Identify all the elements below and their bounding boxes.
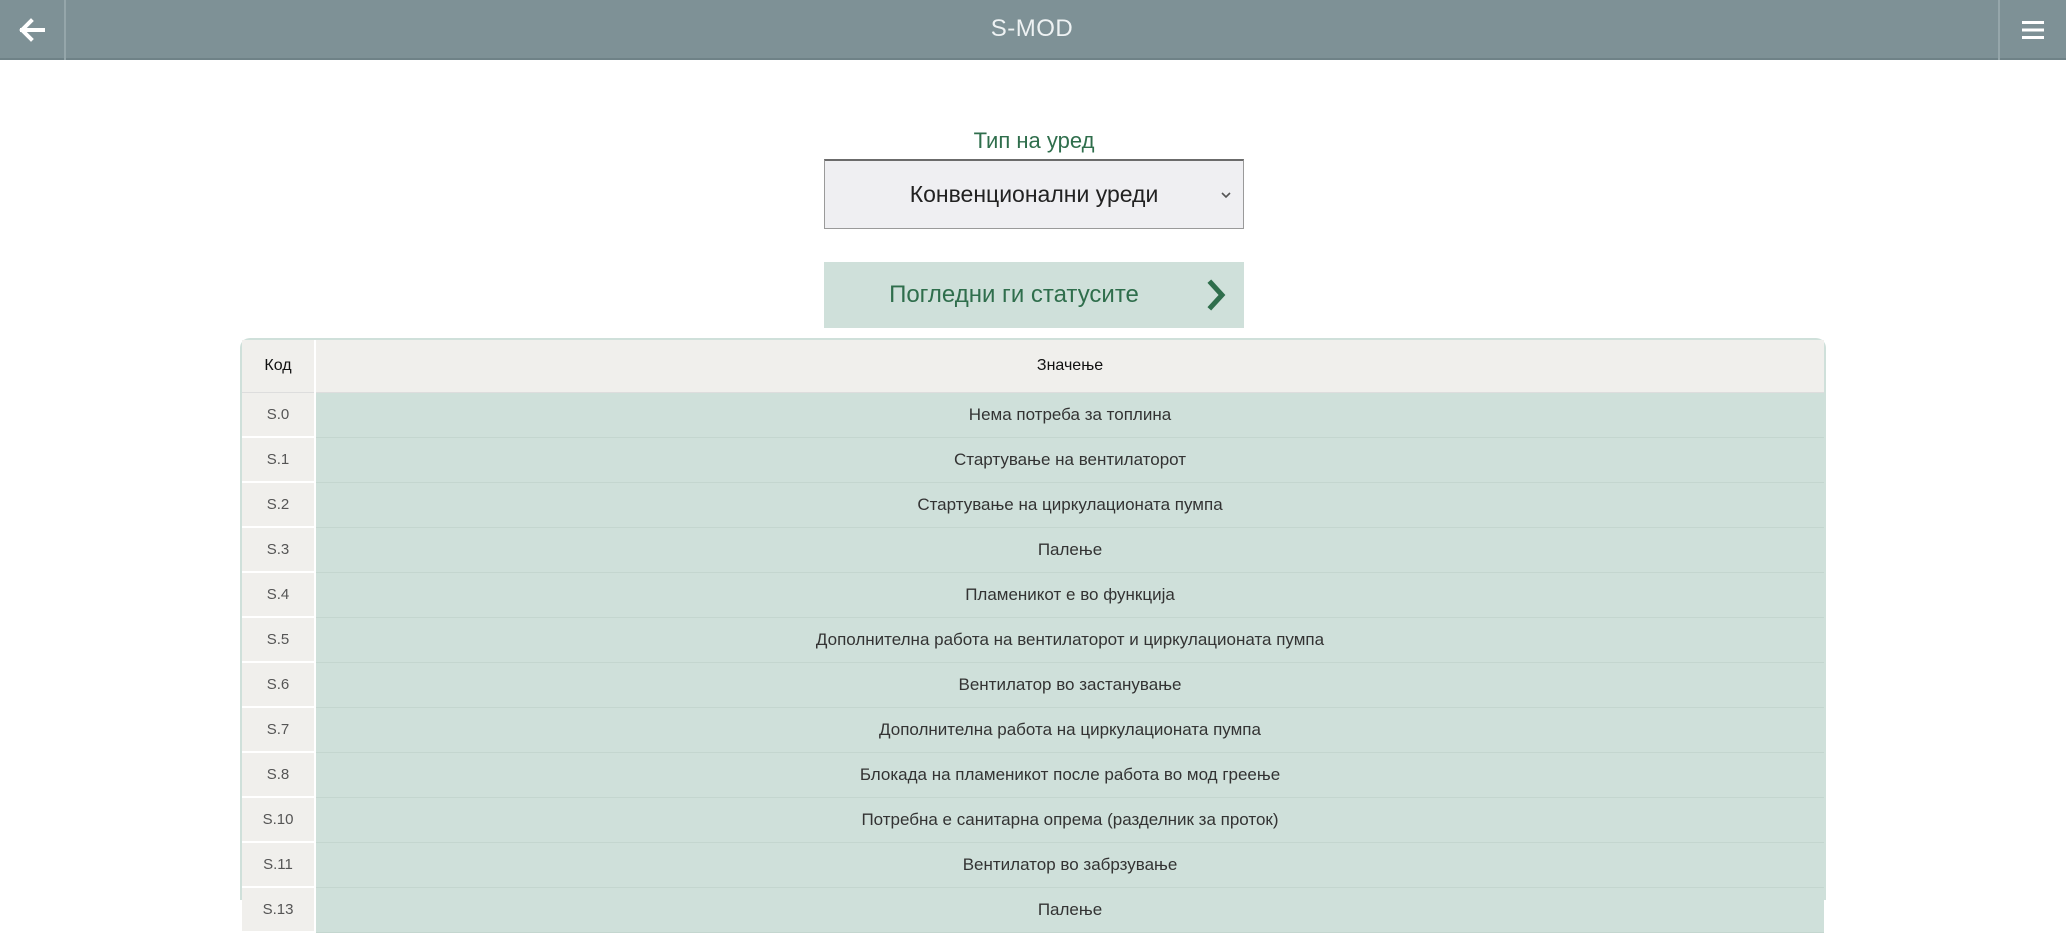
table-row: [242, 527, 1824, 572]
table-row: [242, 797, 1824, 842]
table-row: [242, 482, 1824, 527]
status-code-cell: S.2: [242, 482, 315, 527]
status-code-cell: S.5: [242, 617, 315, 662]
hamburger-menu-icon: [2021, 19, 2045, 41]
status-code-cell: S.1: [242, 437, 315, 482]
status-meaning-cell: Вентилатор во застанување: [315, 662, 1824, 707]
view-statuses-button[interactable]: [824, 262, 1244, 328]
arrow-left-icon: [19, 18, 45, 42]
status-meaning-cell: Блокада на пламеникот после работа во мод греење: [315, 752, 1824, 797]
table-row: [242, 617, 1824, 662]
table-row: [242, 752, 1824, 797]
status-code-cell: S.13: [242, 887, 315, 932]
table-row: [242, 842, 1824, 887]
status-meaning-cell: Нема потреба за топлина: [315, 393, 1824, 438]
table-row: [242, 887, 1824, 932]
device-type-select[interactable]: [824, 159, 1244, 229]
header-meaning: Значење: [315, 340, 1824, 393]
table-row: [242, 707, 1824, 752]
chevron-down-icon: [1219, 188, 1233, 202]
status-code-cell: S.0: [242, 393, 315, 438]
chevron-right-icon: [1206, 279, 1228, 311]
status-code-cell: S.3: [242, 527, 315, 572]
status-meaning-cell: Палење: [315, 527, 1824, 572]
status-meaning-cell: Пламеникот е во функција: [315, 572, 1824, 617]
table-header-row: [242, 340, 1824, 393]
status-meaning-cell: Потребна е санитарна опрема (разделник за проток): [315, 797, 1824, 842]
app-title: S-MOD: [990, 15, 1074, 42]
status-meaning-cell: Палење: [315, 887, 1824, 932]
status-code-cell: S.8: [242, 752, 315, 797]
device-type-label: Тип на уред: [973, 128, 1095, 153]
table-row: [242, 437, 1824, 482]
status-code-cell: S.7: [242, 707, 315, 752]
device-type-value: Конвенционални уреди: [909, 181, 1159, 207]
status-meaning-cell: Дополнителна работа на вентилаторот и циркулационата пумпа: [315, 617, 1824, 662]
status-meaning-cell: Стартување на циркулационата пумпа: [315, 482, 1824, 527]
status-meaning-cell: Дополнителна работа на циркулационата пумпа: [315, 707, 1824, 752]
header-code: Код: [242, 340, 315, 393]
status-code-cell: S.4: [242, 572, 315, 617]
table-row: [242, 393, 1824, 438]
menu-button[interactable]: [1998, 0, 2066, 60]
table-row: [242, 662, 1824, 707]
status-meaning-cell: Стартување на вентилаторот: [315, 437, 1824, 482]
top-app-bar: [0, 0, 2066, 60]
status-code-cell: S.11: [242, 842, 315, 887]
status-code-cell: S.10: [242, 797, 315, 842]
view-statuses-label: Погледни ги статусите: [889, 281, 1139, 308]
back-button[interactable]: [0, 0, 66, 60]
status-table: [240, 338, 1826, 919]
status-meaning-cell: Вентилатор во забрзување: [315, 842, 1824, 887]
status-code-cell: S.6: [242, 662, 315, 707]
table-row: [242, 572, 1824, 617]
